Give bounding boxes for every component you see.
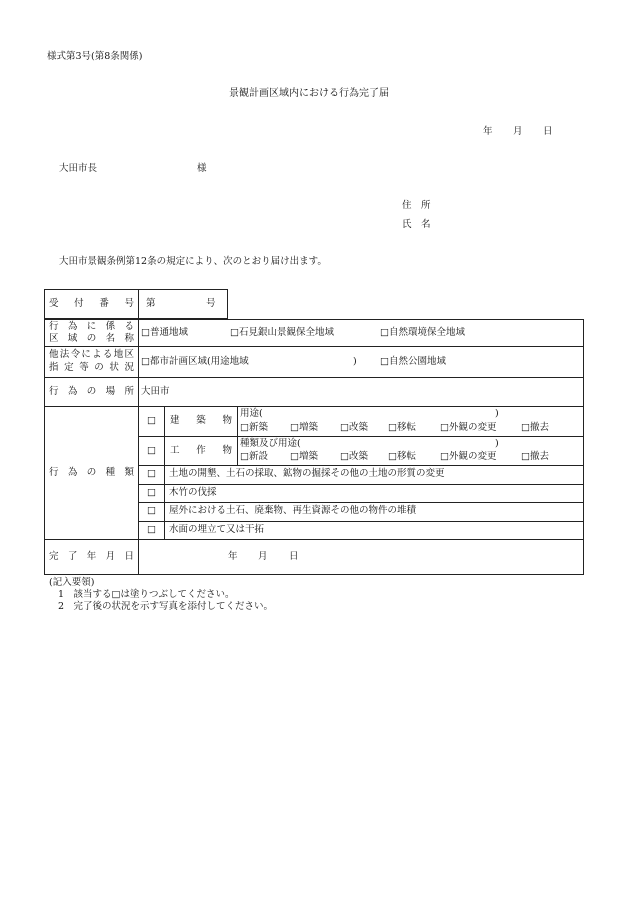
- statement-text: 大田市景観条例第12条の規定により、次のとおり届け出ます。: [59, 256, 327, 267]
- trees-checkbox[interactable]: □: [147, 487, 156, 498]
- structure-checkbox[interactable]: □: [147, 445, 156, 456]
- zone-option-nature[interactable]: □自然環境保全地域: [380, 327, 465, 338]
- receipt-number-label: 受 付 番 号: [49, 298, 134, 309]
- other-law-paren-close: ): [353, 356, 357, 367]
- form-number: 様式第3号(第8条関係): [47, 51, 143, 62]
- zone-label-line2: 区 域 の 名 称: [49, 333, 134, 344]
- receipt-dai: 第: [146, 298, 156, 309]
- structure-opt-reconstruction[interactable]: □改築: [340, 451, 368, 462]
- building-opt-new[interactable]: □新築: [240, 422, 268, 433]
- outdoor-text: 屋外における土石、廃棄物、再生資源その他の物件の堆積: [169, 505, 417, 516]
- trees-text: 木竹の伐採: [169, 487, 217, 498]
- water-text: 水面の埋立て又は干拓: [169, 524, 265, 535]
- place-value[interactable]: 大田市: [141, 386, 170, 397]
- building-label: 建 築 物: [170, 415, 232, 426]
- land-checkbox[interactable]: □: [147, 468, 156, 479]
- note-item-2: 2 完了後の状況を示す写真を添付してください。: [58, 601, 274, 612]
- building-purpose-close: ): [495, 408, 499, 419]
- other-law-label-line2: 指 定 等 の 状 況: [49, 362, 134, 373]
- completion-label: 完 了 年 月 日: [49, 551, 134, 562]
- building-opt-relocation[interactable]: □移転: [388, 422, 416, 433]
- completion-year: 年: [228, 551, 238, 562]
- structure-purpose-label: 種類及び用途(: [240, 438, 301, 449]
- completion-month: 月: [258, 551, 268, 562]
- building-opt-reconstruction[interactable]: □改築: [340, 422, 368, 433]
- type-label: 行 為 の 種 類: [49, 467, 134, 478]
- addressee-honorific: 様: [197, 163, 207, 174]
- address-label: 住 所: [402, 200, 431, 211]
- structure-label: 工 作 物: [170, 445, 232, 456]
- building-opt-exterior[interactable]: □外観の変更: [440, 422, 497, 433]
- structure-opt-relocation[interactable]: □移転: [388, 451, 416, 462]
- notes-heading: (記入要領): [49, 577, 95, 588]
- structure-opt-new[interactable]: □新設: [240, 451, 268, 462]
- building-purpose-label: 用途(: [240, 408, 263, 419]
- addressee-mayor: 大田市長: [59, 163, 98, 174]
- structure-opt-extension[interactable]: □増築: [290, 451, 318, 462]
- zone-option-iwami-ginzan[interactable]: □石見銀山景観保全地域: [230, 327, 334, 338]
- building-opt-removal[interactable]: □撤去: [521, 422, 549, 433]
- completion-day: 日: [289, 551, 299, 562]
- zone-option-ordinary[interactable]: □普通地域: [141, 327, 188, 338]
- page-title: 景観計画区域内における行為完了届: [229, 88, 389, 99]
- outdoor-checkbox[interactable]: □: [147, 505, 156, 516]
- note-item-1: 1 該当する□は塗りつぶしてください。: [58, 589, 235, 600]
- water-checkbox[interactable]: □: [147, 524, 156, 535]
- other-law-option-natural-park[interactable]: □自然公園地域: [380, 356, 446, 367]
- other-law-label-line1: 他 法 令 に よ る 地 区: [49, 349, 134, 360]
- structure-opt-exterior[interactable]: □外観の変更: [440, 451, 497, 462]
- name-label: 氏 名: [402, 219, 431, 230]
- land-text: 土地の開墾、土石の採取、鉱物の掘採その他の土地の形質の変更: [169, 468, 445, 479]
- structure-purpose-close: ): [495, 438, 499, 449]
- date-year-label: 年: [483, 126, 493, 137]
- other-law-option-city-planning[interactable]: □都市計画区域(用途地域: [141, 356, 249, 367]
- building-opt-extension[interactable]: □増築: [290, 422, 318, 433]
- building-checkbox[interactable]: □: [147, 415, 156, 426]
- date-month-label: 月: [513, 126, 523, 137]
- place-label: 行 為 の 場 所: [49, 386, 134, 397]
- date-day-label: 日: [543, 126, 553, 137]
- structure-opt-removal[interactable]: □撤去: [521, 451, 549, 462]
- zone-label-line1: 行 為 に 係 る: [49, 321, 134, 332]
- receipt-gou: 号: [206, 298, 216, 309]
